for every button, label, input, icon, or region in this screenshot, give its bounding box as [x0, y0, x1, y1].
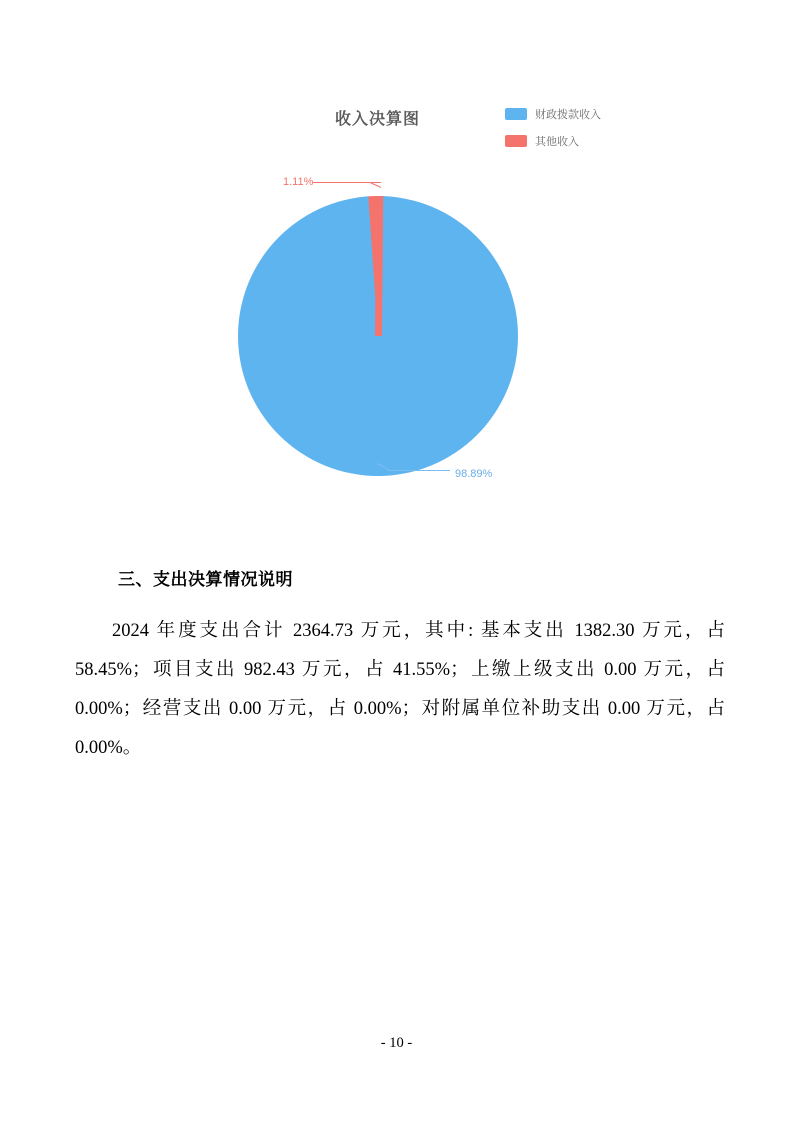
slice-label-other: 1.11%: [283, 176, 314, 188]
legend-label-other: 其他收入: [535, 136, 579, 148]
legend-label-fiscal: 财政拨款收入: [535, 109, 601, 121]
pie-graphic: [238, 196, 518, 476]
chart-legend: [505, 106, 601, 160]
legend-swatch-other: [505, 135, 527, 147]
section-heading: 三、支出决算情况说明: [118, 570, 293, 589]
legend-swatch-fiscal: [505, 108, 527, 120]
legend-item-fiscal: [505, 106, 601, 122]
income-pie-chart: [70, 78, 730, 518]
chart-title: 收入决算图: [335, 111, 421, 128]
page-number: - 10 -: [380, 1035, 413, 1051]
legend-item-other: [505, 133, 601, 149]
section-paragraph: 2024 年度支出合计 2364.73 万元，其中: 基本支出 1382.30 万元，占 58.45%；项目支出 982.43 万元，占 41.55%；上缴上级支出 0.00 万元，占 0.00%；经营支出 0.00 万元，占 0.00%；对附属单位补助支出 0.00 万元，占 0.00%。: [75, 621, 725, 758]
slice-label-fiscal: 98.89%: [455, 468, 493, 480]
leader-line-fiscal-horizontal: [388, 470, 450, 471]
pie-slice-other: [375, 196, 383, 336]
